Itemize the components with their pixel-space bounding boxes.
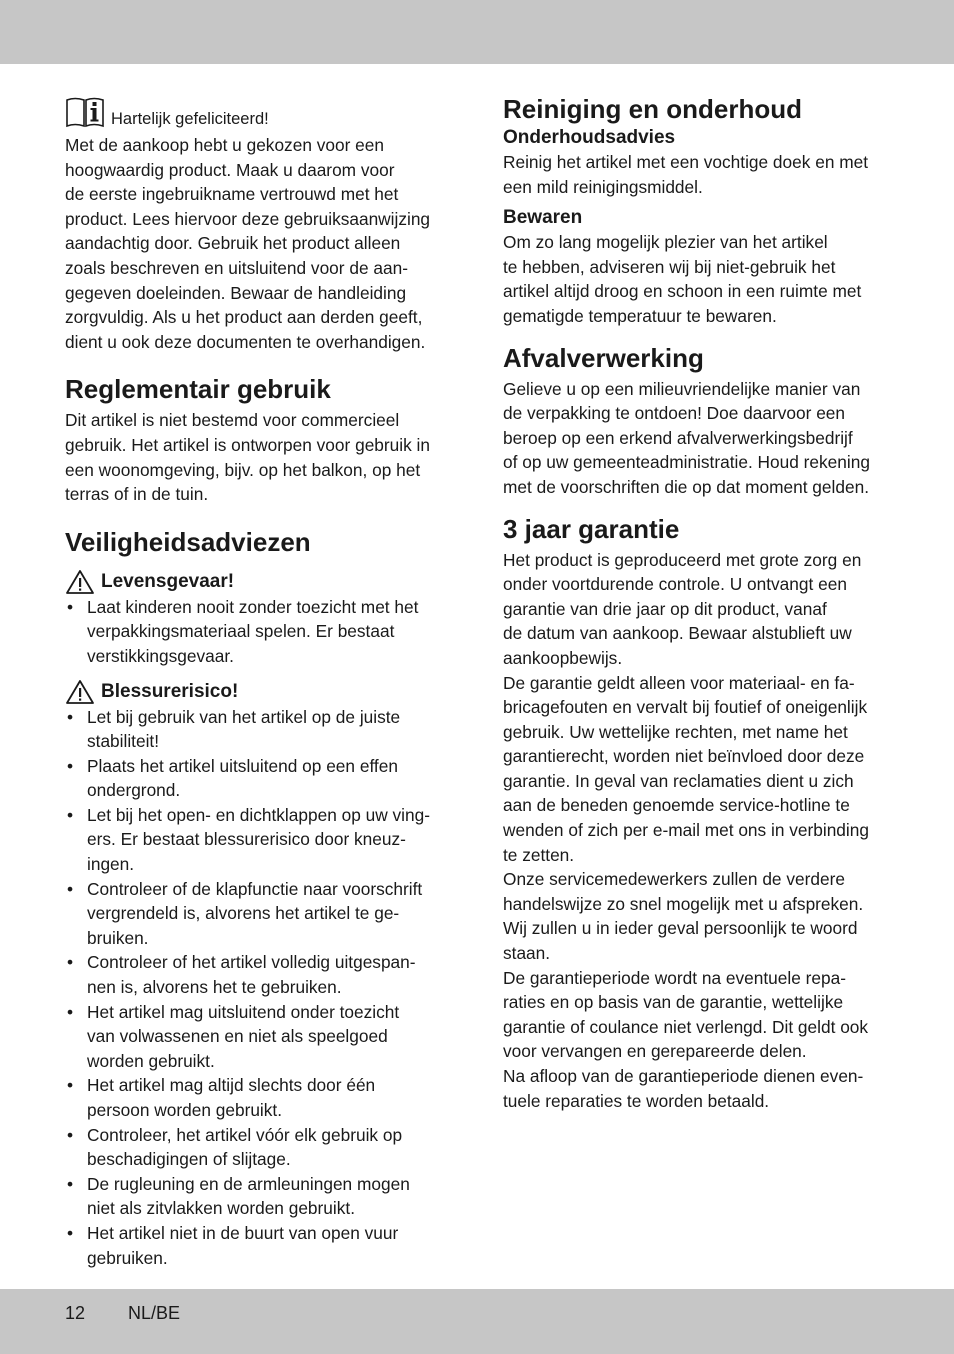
- list-item: • Het artikel niet in de buurt van open vuur gebruiken.: [65, 1221, 457, 1270]
- veiligheid-heading: Veiligheidsadviezen: [65, 526, 311, 557]
- right-column: [503, 90, 895, 1113]
- list-item: • Plaats het artikel uitsluitend op een effen ondergrond.: [65, 754, 457, 803]
- reglementair-text: Dit artikel is niet bestemd voor commercieel gebruik. Het artikel is ontworpen voor gebruik in een woonomgeving, bijv. op het balkon, op het terras of in de tuin.: [65, 410, 431, 505]
- warning-blessurerisico-list: [65, 705, 457, 1271]
- bewaren-text: Om zo lang mogelijk plezier van het artikel te hebben, adviseren wij bij niet-gebruik het artikel altijd droog en schoon in een ruimte met gematigde temperatuur te bewaren.: [503, 232, 862, 326]
- garantie-text: Het product is geproduceerd met grote zorg en onder voortdurende controle. U ontvangt een garantie van drie jaar op dit product, vanaf de datum van aankoop. Bewaar alstublieft uw aankoopbewijs. De garantie geldt alleen voor materiaal- en fa- bricagefouten en vervalt bij foutief of oneigenlijk gebruik. Uw wettelijke rechten, met name het garantierecht, worden niet beïnvloed door deze garantie. In geval van reclamaties dient u zich aan de beneden genoemde service-hotline te wenden of zich per e-mail met ons in verbinding te zetten. Onze servicemedewerkers zullen de verdere handelswijze zo snel mogelijk met u afspreken. Wij zullen u in ieder geval persoonlijk te woord staan. De garantieperiode wordt na eventuele repa- raties en op basis van de garantie, wettelijke garantie of coulance niet verlengd. Dit geldt ook voor vervangen en gerepareerde delen. Na afloop van de garantieperiode dienen even- tuele reparaties te worden betaald.: [503, 549, 869, 1111]
- list-item: • Let bij het open- en dichtklappen op uw ving- ers. Er bestaat blessurerisico door kneuz- ingen.: [65, 803, 457, 877]
- reglementair-heading: Reglementair gebruik: [65, 374, 331, 405]
- reiniging-heading: Reiniging en onderhoud: [503, 94, 802, 124]
- warning-triangle-icon: [65, 569, 95, 595]
- page-number: 12: [65, 1303, 86, 1323]
- left-column: [65, 90, 457, 1270]
- list-item: • Het artikel mag altijd slechts door één persoon worden gebruikt.: [65, 1073, 457, 1122]
- list-item: • Controleer, het artikel vóór elk gebruik op beschadigingen of slijtage.: [65, 1123, 457, 1172]
- intro-greeting-row: [65, 96, 457, 130]
- list-item: • Laat kinderen nooit zonder toezicht met het verpakkingsmateriaal spelen. Er bestaat verstikkingsgevaar.: [65, 595, 457, 669]
- language-code: NL/BE: [128, 1303, 181, 1323]
- afval-text: Gelieve u op een milieuvriendelijke manier van de verpakking te ontdoen! Doe daarvoor een beroep op een erkend afvalverwerkingsbedrijf of op uw gemeenteadministratie. Houd rekening met de voorschriften die op dat moment gelden.: [503, 378, 870, 497]
- bewaren-subheading: Bewaren: [503, 207, 583, 229]
- warning-levensgevaar-title: Levensgevaar!: [101, 570, 235, 592]
- warning-levensgevaar-list: [65, 595, 457, 669]
- header-bar: [0, 0, 954, 64]
- warning-levensgevaar: [65, 569, 457, 595]
- warning-blessurerisico: [65, 679, 457, 705]
- warning-blessurerisico-title: Blessurerisico!: [101, 680, 239, 702]
- list-item: • Het artikel mag uitsluitend onder toezicht van volwassenen en niet als speelgoed worden gebruikt.: [65, 1000, 457, 1074]
- onderhoud-subheading: Onderhoudsadvies: [503, 127, 676, 148]
- onderhoud-text: Reinig het artikel met een vochtige doek en met een mild reinigingsmiddel.: [503, 152, 869, 197]
- intro-greeting: Hartelijk gefeliciteerd!: [111, 110, 269, 128]
- info-book-icon: [65, 96, 105, 130]
- intro-text: Met de aankoop hebt u gekozen voor een hoogwaardig product. Maak u daarom voor de eerste ingebruikname vertrouwd met het product. Lees hiervoor deze gebruiksaanwijzing aandachtig door. Gebruik het product alleen zoals beschreven en uitsluitend voor de aan- gegeven doeleinden. Bewaar de handleiding zorgvuldig. Als u het product aan derden geeft, dient u ook deze documenten te overhandigen.: [65, 135, 431, 352]
- list-item: • Controleer of de klapfunctie naar voorschrift vergrendeld is, alvorens het artikel te ge- bruiken.: [65, 877, 457, 951]
- list-item: • Let bij gebruik van het artikel op de juiste stabiliteit!: [65, 705, 457, 754]
- list-item: • Controleer of het artikel volledig uitgespan- nen is, alvorens het te gebruiken.: [65, 950, 457, 999]
- garantie-heading: 3 jaar garantie: [503, 513, 680, 544]
- afval-heading: Afvalverwerking: [503, 342, 704, 373]
- warning-triangle-icon: [65, 679, 95, 705]
- list-item: • De rugleuning en de armleuningen mogen niet als zitvlakken worden gebruikt.: [65, 1172, 457, 1221]
